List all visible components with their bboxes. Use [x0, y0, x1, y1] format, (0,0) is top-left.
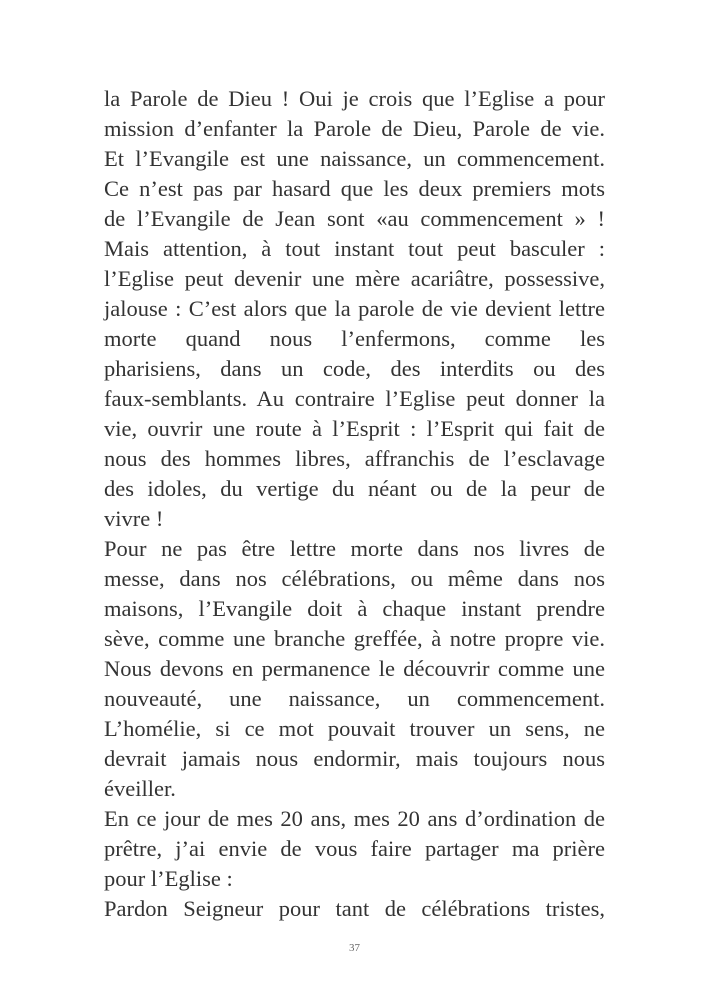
- text-line: maisons, l’Evangile doit à chaque instant prendre: [104, 596, 605, 621]
- text-line: jalouse : C’est alors que la parole de vie devient lettre: [104, 296, 605, 321]
- text-line: pour l’Eglise :: [104, 866, 233, 891]
- text-line: Ce n’est pas par hasard que les deux premiers mots: [104, 176, 605, 201]
- body-text: [104, 84, 605, 924]
- text-line: Mais attention, à tout instant tout peut basculer :: [104, 236, 605, 261]
- text-line: Nous devons en permanence le découvrir comme une: [104, 656, 605, 681]
- text-line: morte quand nous l’enfermons, comme les: [104, 326, 605, 351]
- page-number: 37: [349, 942, 360, 954]
- text-line: vie, ouvrir une route à l’Esprit : l’Esprit qui fait de: [104, 416, 605, 441]
- text-line: nous des hommes libres, affranchis de l’esclavage: [104, 446, 605, 471]
- text-line: L’homélie, si ce mot pouvait trouver un sens, ne: [104, 716, 605, 741]
- text-line: de l’Evangile de Jean sont «au commencement » !: [104, 206, 605, 231]
- text-line: mission d’enfanter la Parole de Dieu, Parole de vie.: [104, 116, 605, 141]
- text-line: éveiller.: [104, 776, 176, 801]
- text-line: nouveauté, une naissance, un commencement.: [104, 686, 605, 711]
- text-line: faux-semblants. Au contraire l’Eglise peut donner la: [104, 386, 605, 411]
- text-line: devrait jamais nous endormir, mais toujours nous: [104, 746, 605, 771]
- text-line: des idoles, du vertige du néant ou de la peur de: [104, 476, 605, 501]
- text-line: pharisiens, dans un code, des interdits ou des: [104, 356, 605, 381]
- text-line: Pardon Seigneur pour tant de célébrations tristes,: [104, 896, 605, 921]
- text-line: Et l’Evangile est une naissance, un commencement.: [104, 146, 605, 171]
- text-line: messe, dans nos célébrations, ou même dans nos: [104, 566, 605, 591]
- text-line: Pour ne pas être lettre morte dans nos livres de: [104, 536, 605, 561]
- text-line: prêtre, j’ai envie de vous faire partager ma prière: [104, 836, 605, 861]
- text-line: la Parole de Dieu ! Oui je crois que l’Eglise a pour: [104, 86, 605, 111]
- text-line: vivre !: [104, 506, 164, 531]
- text-line: En ce jour de mes 20 ans, mes 20 ans d’ordination de: [104, 806, 605, 831]
- text-line: l’Eglise peut devenir une mère acariâtre, possessive,: [104, 266, 605, 291]
- text-line: sève, comme une branche greffée, à notre propre vie.: [104, 626, 605, 651]
